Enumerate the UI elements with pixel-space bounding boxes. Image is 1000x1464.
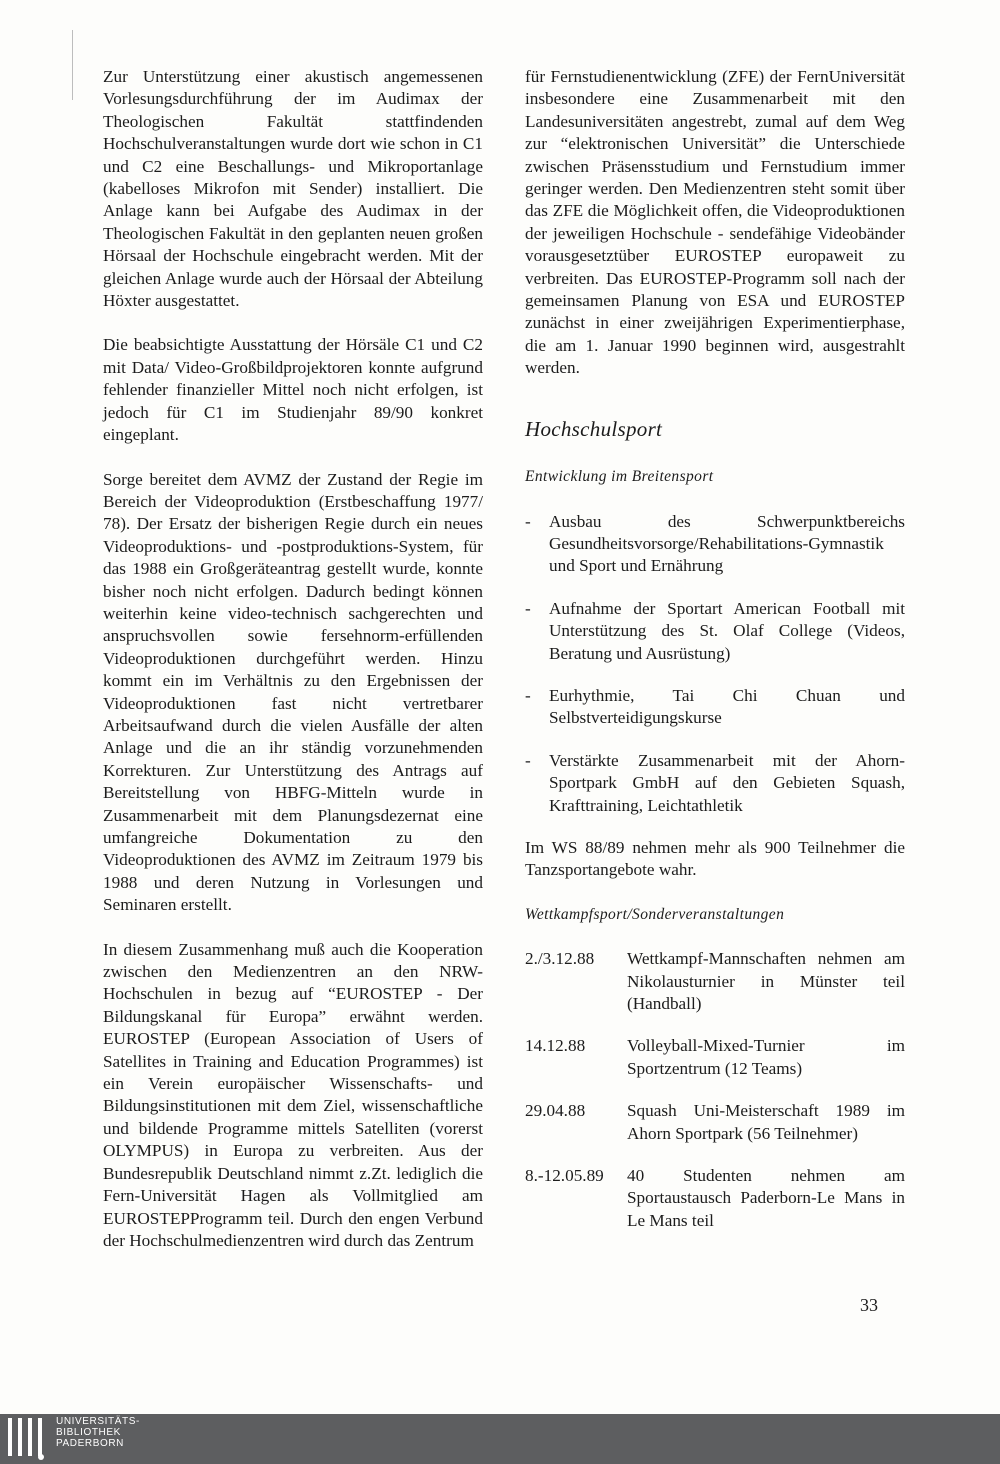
library-logo-icon <box>8 1418 42 1460</box>
event-row <box>525 1100 905 1145</box>
paragraph-video-production: Sorge bereitet dem AVMZ der Zustand der Regie im Bereich der Videoproduktion (Erstbeschaffung 1977/ 78). Der Ersatz der bisherigen Regie durch ein neues Videoproduktions- und -postproduktions-System, für das 1988 ein Großgeräteantrag gestellt wurde, konnte bisher noch nicht erfolgen. Dadurch bedingt können weiterhin keine video-technisch sachgerechten und anspruchsvollen sowie fersehnorm-erfüllenden Videoproduktionen durchgeführt werden. Hinzu kommt ein im Verhältnis zu den Ergebnissen der Videoproduktionen fast nicht vertretbarer Arbeitsaufwand durch die vielen Ausfälle der alten Anlage und die an ihr ständig vorzunehmenden Korrekturen. Zur Unterstützung des Antrags auf Bereitstellung von HBFG-Mitteln wurde in Zusammenarbeit mit dem Planungsdezernat eine umfangreiche Dokumentation zu den Videoproduktionen des AVMZ im Zeitraum 1979 bis 1988 und deren Nutzung in Vorlesungen und Seminaren erstellt. <box>103 469 483 915</box>
list-item <box>525 598 905 665</box>
event-description: Squash Uni-Meisterschaft 1989 im Ahorn Sportpark (56 Teilnehmer) <box>627 1101 905 1143</box>
right-column <box>525 66 905 1252</box>
logo-line: PADERBORN <box>56 1438 125 1449</box>
event-date: 29.04.88 <box>525 1101 586 1121</box>
bullet-dash: - <box>525 511 531 531</box>
list-item <box>525 685 905 730</box>
event-list <box>525 948 905 1232</box>
list-item-text: Eurhythmie, Tai Chi Chuan und Selbstverteidigungskurse <box>549 685 905 728</box>
list-item-text: Aufnahme der Sportart American Football mit Unterstützung des St. Olaf College (Videos, Beratung und Ausrüstung) <box>549 598 905 663</box>
event-description: 40 Studenten nehmen am Sportaustausch Paderborn-Le Mans in Le Mans teil <box>627 1166 905 1230</box>
logo-dot-icon <box>38 1454 44 1460</box>
library-footer <box>0 1414 1000 1464</box>
event-description: Volleyball-Mixed-Turnier im Sportzentrum (12 Teams) <box>627 1036 905 1078</box>
paragraph-eurostep: In diesem Zusammenhang muß auch die Kooperation zwischen den Medienzentren an den NRW-Hochschulen in bezug auf “EUROSTEP - Der Bildungskanal für Europa” erwähnt werden. EUROSTEP (European Association of Users of Satellites in Training and Education Programmes) ist ein Verein europäischer Wissenschafts- und Bildungsinstitutionen mit dem Ziel, wissenschaftliche und bildende Programme mittels Satelliten (vorerst OLYMPUS) in Europa zu verbreiten. Aus der Bundesrepublik Deutschland nimmt z.Zt. lediglich die Fern-Universität Hagen als Vollmitglied am EUROSTEPProgramm teil. Durch den engen Verbund der Hochschulmedienzentren wird durch das Zentrum <box>103 939 483 1250</box>
event-date: 8.-12.05.89 <box>525 1166 604 1186</box>
list-item-text: Ausbau des Schwerpunktbereichs Gesundheitsvorsorge/Rehabilitations-Gymnastik und Sport und Ernährung <box>549 511 905 576</box>
paragraph-projectors: Die beabsichtigte Ausstattung der Hörsäle C1 und C2 mit Data/ Video-Großbildprojektoren konnte aufgrund fehlender finanzieller Mittel noch nicht erfolgen, ist jedoch für C1 im Studienjahr 89/90 konkret eingeplant. <box>103 335 483 445</box>
logo-line: UNIVERSITÄTS- <box>56 1416 140 1427</box>
event-row <box>525 1035 905 1080</box>
bullet-dash: - <box>525 685 531 705</box>
event-date: 2./3.12.88 <box>525 949 595 969</box>
subsection-title-breitensport: Entwicklung im Breitensport <box>525 468 714 486</box>
list-item <box>525 511 905 578</box>
library-logo-text <box>56 1416 140 1449</box>
event-row <box>525 1165 905 1232</box>
subsection-title-wettkampfsport: Wettkampfsport/Sonderveranstaltungen <box>525 905 785 923</box>
logo-line: BIBLIOTHEK <box>56 1427 121 1438</box>
event-row <box>525 948 905 1015</box>
bullet-dash: - <box>525 750 531 770</box>
margin-mark <box>72 30 73 100</box>
list-item-text: Verstärkte Zusammenarbeit mit der Ahorn-Sportpark GmbH auf den Gebieten Squash, Krafttraining, Leichtathletik <box>549 750 905 815</box>
list-item <box>525 750 905 817</box>
event-description: Wettkampf-Mannschaften nehmen am Nikolausturnier in Münster teil (Handball) <box>627 949 905 1013</box>
event-date: 14.12.88 <box>525 1036 586 1056</box>
bullet-dash: - <box>525 598 531 618</box>
breitensport-list <box>525 511 905 817</box>
paragraph-audio-system: Zur Unterstützung einer akustisch angemessenen Vorlesungsdurchführung der im Audimax der Theologischen Fakultät stattfindenden Hochschulveranstaltungen wurde dort wie schon in C1 und C2 eine Beschallungs- und Mikroportanlage (kabelloses Mikrofon mit Sender) installiert. Die Anlage kann bei Aufgabe des Audimax in der Theologischen Fakultät in den geplanten neuen großen Hörsaal der Hochschule eingebracht werden. Mit der gleichen Anlage wurde auch der Hörsaal der Abteilung Höxter ausgestattet. <box>103 67 483 311</box>
paragraph-dance-sport: Im WS 88/89 nehmen mehr als 900 Teilnehmer die Tanzsportangebote wahr. <box>525 837 905 880</box>
page-number: 33 <box>860 1295 878 1315</box>
paragraph-zfe-continuation: für Fernstudienentwicklung (ZFE) der FernUniversität insbesondere eine Zusammenarbeit mit den Landesuniversitäten angestrebt, zumal auf dem Weg zur “elektronischen Universität” die Unterschiede zwischen Präsensstudium und Fernstudium immer geringer werden. Den Medienzentren steht somit über das ZFE die Möglichkeit offen, die Videoproduktionen der jeweiligen Hochschule - sendefähige Videobänder vorausgesetztüber EUROSTEP europaweit zu verbreiten. Das EUROSTEP-Programm soll nach der gemeinsamen Planung von ESA und EUROSTEP zunächst in einer zweijährigen Experimentierphase, die am 1. Januar 1990 beginnen wird, ausgestrahlt werden. <box>525 67 905 378</box>
section-title-hochschulsport: Hochschulsport <box>525 416 663 441</box>
left-column <box>103 66 483 1252</box>
